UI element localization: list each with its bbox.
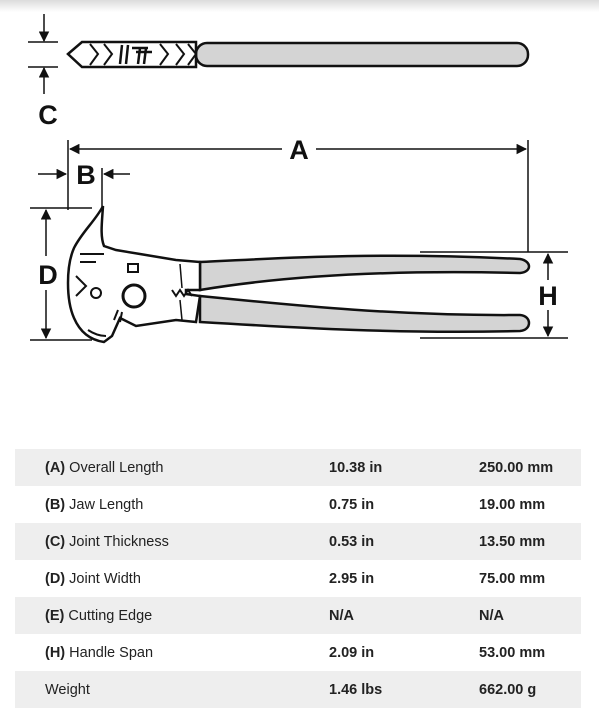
spec-label: [15, 449, 329, 486]
dimension-label-h: H: [538, 281, 558, 311]
table-row: [15, 671, 581, 708]
spec-name: Joint Width: [69, 570, 141, 587]
spec-name: Overall Length: [69, 459, 164, 476]
spec-metric-value: N/A: [479, 607, 504, 624]
dimension-b: [38, 160, 130, 212]
pliers-top-view: [68, 42, 528, 67]
spec-code: (E): [45, 607, 65, 624]
pivot-bolt: [123, 285, 145, 307]
spec-metric-value: 250.00 mm: [479, 459, 554, 476]
dimension-label-c: C: [38, 100, 58, 130]
upper-handle: [200, 256, 529, 290]
table-row: [15, 597, 581, 634]
spec-metric-value: 662.00 g: [479, 681, 537, 698]
dimension-label-d: D: [38, 260, 58, 290]
spec-label: [15, 634, 329, 671]
specifications-table-body: [15, 449, 581, 708]
spec-code: (B): [45, 496, 66, 513]
spec-metric-value: 53.00 mm: [479, 644, 546, 661]
spec-name: Joint Thickness: [69, 533, 169, 550]
dimension-a: [68, 135, 528, 252]
spec-imperial-value: 0.53 in: [329, 533, 375, 550]
spec-imperial-value: 2.09 in: [329, 644, 375, 661]
spec-name: Cutting Edge: [68, 607, 153, 624]
spec-imperial-value: 0.75 in: [329, 496, 375, 513]
dimension-label-b: B: [76, 160, 96, 190]
spec-metric-value: 13.50 mm: [479, 533, 546, 550]
spec-name: Jaw Length: [69, 496, 144, 513]
spec-imperial-value: 2.95 in: [329, 570, 375, 587]
spec-code: (A): [45, 459, 66, 476]
spec-label: [15, 560, 329, 597]
table-row: [15, 523, 581, 560]
specifications-table: [15, 449, 581, 708]
spec-metric-value: 19.00 mm: [479, 496, 546, 513]
spec-label: [15, 671, 329, 708]
spec-imperial-value: N/A: [329, 607, 354, 624]
lower-handle: [200, 296, 529, 332]
spec-metric-value: 75.00 mm: [479, 570, 546, 587]
pliers-side-view: [68, 206, 529, 342]
spec-label: [15, 597, 329, 634]
spec-label: [15, 486, 329, 523]
table-row: [15, 486, 581, 523]
spec-imperial-value: 10.38 in: [329, 459, 383, 476]
table-row: [15, 634, 581, 671]
dimension-c: [28, 14, 58, 130]
dimension-label-a: A: [289, 135, 309, 165]
spec-code: (H): [45, 644, 66, 661]
spec-name: Handle Span: [69, 644, 154, 661]
table-row: [15, 449, 581, 486]
spec-imperial-value: 1.46 lbs: [329, 681, 383, 698]
spec-name: Weight: [45, 681, 90, 698]
spec-code: (C): [45, 533, 66, 550]
spec-code: (D): [45, 570, 66, 587]
spec-label: [15, 523, 329, 560]
table-row: [15, 560, 581, 597]
